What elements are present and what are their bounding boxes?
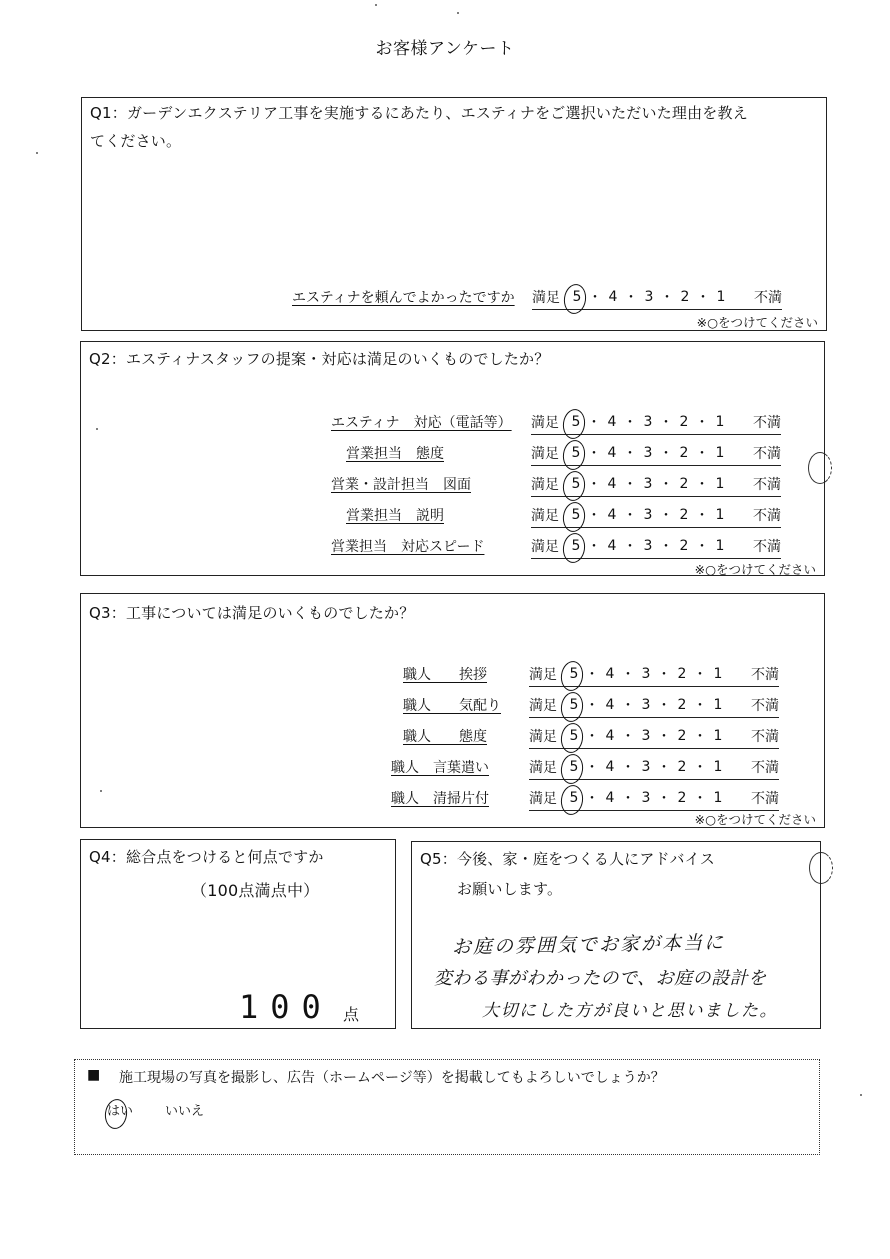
separator: ・: [696, 290, 710, 306]
q3-box: [80, 593, 825, 828]
q2-rating-row: [331, 412, 811, 434]
separator: ・: [621, 729, 635, 745]
rating-option-1[interactable]: 1: [713, 666, 723, 682]
satisfied-label: 満足: [531, 539, 559, 555]
q3-rating-row: [391, 695, 811, 717]
rating-label: 営業担当 説明: [346, 508, 444, 524]
dissatisfied-label: 不満: [753, 446, 781, 462]
rating-option-4[interactable]: 4: [607, 414, 617, 430]
rating-option-3[interactable]: 3: [643, 538, 653, 554]
rating-option-4[interactable]: 4: [607, 538, 617, 554]
satisfied-label: 満足: [531, 508, 559, 524]
separator: ・: [587, 477, 601, 493]
rating-option-2[interactable]: 2: [679, 476, 689, 492]
rating-option-1[interactable]: 1: [715, 476, 725, 492]
q4-score-input[interactable]: 100: [239, 988, 333, 1026]
separator: ・: [693, 667, 707, 683]
rating-option-5[interactable]: 5: [563, 728, 585, 744]
q3-rating-row: [391, 726, 811, 748]
scan-speck: [860, 1094, 862, 1096]
rating-option-3[interactable]: 3: [641, 728, 651, 744]
separator: ・: [623, 508, 637, 524]
rating-option-3[interactable]: 3: [643, 507, 653, 523]
separator: ・: [693, 729, 707, 745]
rating-option-1[interactable]: 1: [713, 697, 723, 713]
q5-question-line2: お願いします。: [457, 880, 563, 898]
separator: ・: [695, 539, 709, 555]
q4-box: [80, 839, 396, 1029]
rating-option-3[interactable]: 3: [641, 697, 651, 713]
scan-speck: [375, 4, 377, 6]
dissatisfied-label: 不満: [751, 698, 779, 714]
rating-option-3[interactable]: 3: [641, 759, 651, 775]
dissatisfied-label: 不満: [751, 667, 779, 683]
circle-instruction-note: ※○をつけてください: [694, 562, 816, 577]
separator: ・: [657, 698, 671, 714]
separator: ・: [621, 791, 635, 807]
separator: ・: [587, 446, 601, 462]
rating-scale: [531, 412, 781, 435]
satisfied-label: 満足: [529, 667, 557, 683]
q3-rating-row: [391, 788, 811, 810]
separator: ・: [587, 415, 601, 431]
rating-option-5[interactable]: 5: [563, 697, 585, 713]
separator: ・: [624, 290, 638, 306]
separator: ・: [659, 539, 673, 555]
rating-option-2[interactable]: 2: [677, 666, 687, 682]
separator: ・: [695, 446, 709, 462]
satisfied-label: 満足: [531, 415, 559, 431]
rating-option-1[interactable]: 1: [715, 507, 725, 523]
q4-unit-label: 点: [343, 1005, 360, 1024]
dissatisfied-label: 不満: [754, 290, 782, 306]
page-title: お客様アンケート: [375, 39, 515, 59]
rating-scale: [529, 788, 779, 811]
dissatisfied-label: 不満: [753, 477, 781, 493]
separator: ・: [588, 290, 602, 306]
q2-rating-row: [331, 505, 811, 527]
q4-subtext: （100点満点中）: [191, 881, 320, 900]
rating-option-5[interactable]: 5: [563, 790, 585, 806]
rating-option-2[interactable]: 2: [680, 289, 690, 305]
rating-option-2[interactable]: 2: [679, 507, 689, 523]
rating-option-3[interactable]: 3: [641, 790, 651, 806]
rating-label: エスティナ 対応（電話等）: [331, 415, 512, 431]
rating-option-2[interactable]: 2: [679, 445, 689, 461]
separator: ・: [693, 791, 707, 807]
dissatisfied-label: 不満: [753, 508, 781, 524]
rating-label: 営業担当 対応スピード: [331, 539, 485, 555]
separator: ・: [621, 698, 635, 714]
q2-rating-row: [331, 536, 811, 558]
separator: ・: [693, 760, 707, 776]
separator: ・: [695, 477, 709, 493]
photo-permission-question: 施工現場の写真を撮影し、広告（ホームページ等）を掲載してもよろしいでしょうか？: [119, 1070, 665, 1086]
rating-option-3[interactable]: 3: [641, 666, 651, 682]
dissatisfied-label: 不満: [753, 539, 781, 555]
separator: ・: [621, 760, 635, 776]
separator: ・: [693, 698, 707, 714]
circle-instruction-note: ※○をつけてください: [694, 812, 816, 827]
rating-label: 職人 清掃片付: [391, 791, 489, 807]
satisfied-label: 満足: [529, 698, 557, 714]
rating-scale: [531, 536, 781, 559]
rating-scale: [532, 287, 782, 310]
separator: ・: [659, 415, 673, 431]
separator: ・: [659, 477, 673, 493]
rating-scale: [531, 443, 781, 466]
separator: ・: [623, 415, 637, 431]
separator: ・: [623, 446, 637, 462]
rating-option-4[interactable]: 4: [607, 476, 617, 492]
rating-scale: [529, 757, 779, 780]
q1-question-line2: てください。: [90, 132, 182, 150]
separator: ・: [623, 539, 637, 555]
rating-option-4[interactable]: 4: [607, 445, 617, 461]
q5-answer-line: 大切にした方が良いと思いました。: [482, 1001, 778, 1021]
separator: ・: [585, 791, 599, 807]
separator: ・: [660, 290, 674, 306]
separator: ・: [695, 508, 709, 524]
photo-permission-box: [74, 1059, 820, 1155]
rating-option-5[interactable]: 5: [565, 538, 587, 554]
rating-option-3[interactable]: 3: [644, 289, 654, 305]
q5-answer-line: お庭の雰囲気でお家が本当に: [451, 931, 726, 959]
separator: ・: [695, 415, 709, 431]
q3-rating-row: [391, 757, 811, 779]
q1-rating-row: [292, 287, 812, 309]
rating-option-5[interactable]: 5: [565, 507, 587, 523]
rating-option-5[interactable]: 5: [563, 759, 585, 775]
separator: ・: [659, 446, 673, 462]
rating-option-3[interactable]: 3: [643, 476, 653, 492]
rating-option-3[interactable]: 3: [643, 414, 653, 430]
separator: ・: [585, 729, 599, 745]
q1-question-line1: Q1：ガーデンエクステリア工事を実施するにあたり、エスティナをご選択いただいた理由を教え: [90, 104, 748, 122]
rating-label: 職人 態度: [403, 729, 487, 745]
rating-option-2[interactable]: 2: [679, 414, 689, 430]
satisfied-label: 満足: [532, 290, 560, 306]
rating-label: 営業・設計担当 図面: [331, 477, 471, 493]
separator: ・: [585, 760, 599, 776]
satisfied-label: 満足: [529, 791, 557, 807]
dissatisfied-label: 不満: [753, 415, 781, 431]
q2-box: [80, 341, 825, 576]
rating-option-1[interactable]: 1: [713, 790, 723, 806]
rating-label: 職人 挨拶: [403, 667, 487, 683]
rating-scale: [529, 695, 779, 718]
rating-option-5[interactable]: 5: [565, 445, 587, 461]
q3-rating-row: [391, 664, 811, 686]
separator: ・: [657, 760, 671, 776]
rating-option-4[interactable]: 4: [605, 790, 615, 806]
separator: ・: [659, 508, 673, 524]
rating-option-2[interactable]: 2: [677, 790, 687, 806]
q1-answer-area[interactable]: [90, 158, 810, 278]
q5-question: Q5：今後、家・庭をつくる人にアドバイス: [420, 850, 715, 868]
rating-scale: [529, 726, 779, 749]
rating-option-5[interactable]: 5: [565, 414, 587, 430]
q3-question: Q3：工事については満足のいくものでしたか？: [89, 604, 415, 622]
separator: ・: [657, 729, 671, 745]
separator: ・: [621, 667, 635, 683]
separator: ・: [587, 539, 601, 555]
q2-question: Q2：エスティナスタッフの提案・対応は満足のいくものでしたか？: [89, 350, 550, 368]
dissatisfied-label: 不満: [751, 729, 779, 745]
separator: ・: [623, 477, 637, 493]
rating-option-2[interactable]: 2: [677, 697, 687, 713]
rating-option-2[interactable]: 2: [679, 538, 689, 554]
satisfied-label: 満足: [531, 477, 559, 493]
rating-scale: [531, 474, 781, 497]
rating-option-4[interactable]: 4: [605, 697, 615, 713]
rating-scale: [529, 664, 779, 687]
circle-instruction-note: ※○をつけてください: [696, 315, 818, 330]
rating-label: エスティナを頼んでよかったですか: [292, 290, 515, 306]
rating-option-1[interactable]: 1: [715, 414, 725, 430]
separator: ・: [657, 791, 671, 807]
rating-option-4[interactable]: 4: [608, 289, 618, 305]
rating-option-1[interactable]: 1: [713, 759, 723, 775]
rating-label: 職人 気配り: [403, 698, 501, 714]
rating-option-1[interactable]: 1: [715, 445, 725, 461]
q5-answer-line: 変わる事がわかったので、お庭の設計を: [434, 968, 767, 989]
rating-option-1[interactable]: 1: [715, 538, 725, 554]
separator: ・: [657, 667, 671, 683]
dissatisfied-label: 不満: [751, 760, 779, 776]
option-no[interactable]: いいえ: [165, 1104, 205, 1119]
rating-label: 職人 言葉遣い: [391, 760, 489, 776]
rating-option-1[interactable]: 1: [716, 289, 726, 305]
q4-question: Q4：総合点をつけると何点ですか: [89, 848, 324, 866]
rating-option-5[interactable]: 5: [566, 289, 588, 305]
rating-option-5[interactable]: 5: [563, 666, 585, 682]
rating-scale: [531, 505, 781, 528]
rating-option-1[interactable]: 1: [713, 728, 723, 744]
separator: ・: [585, 667, 599, 683]
q2-rating-row: [331, 474, 811, 496]
q5-box: [411, 841, 821, 1029]
q5-answer-area[interactable]: [412, 912, 822, 1028]
satisfied-label: 満足: [529, 729, 557, 745]
rating-option-2[interactable]: 2: [677, 759, 687, 775]
bullet-square-icon: ■: [87, 1067, 101, 1083]
rating-label: 営業担当 態度: [346, 446, 444, 462]
rating-option-4[interactable]: 4: [605, 759, 615, 775]
dissatisfied-label: 不満: [751, 791, 779, 807]
satisfied-label: 満足: [529, 760, 557, 776]
separator: ・: [587, 508, 601, 524]
separator: ・: [585, 698, 599, 714]
rating-option-4[interactable]: 4: [607, 507, 617, 523]
scan-speck: [457, 12, 459, 14]
rating-option-4[interactable]: 4: [605, 666, 615, 682]
rating-option-3[interactable]: 3: [643, 445, 653, 461]
rating-option-4[interactable]: 4: [605, 728, 615, 744]
option-yes[interactable]: はい: [107, 1104, 134, 1119]
q1-box: [81, 97, 827, 331]
rating-option-2[interactable]: 2: [677, 728, 687, 744]
q2-rating-row: [331, 443, 811, 465]
scan-speck: [36, 152, 38, 154]
satisfied-label: 満足: [531, 446, 559, 462]
rating-option-5[interactable]: 5: [565, 476, 587, 492]
